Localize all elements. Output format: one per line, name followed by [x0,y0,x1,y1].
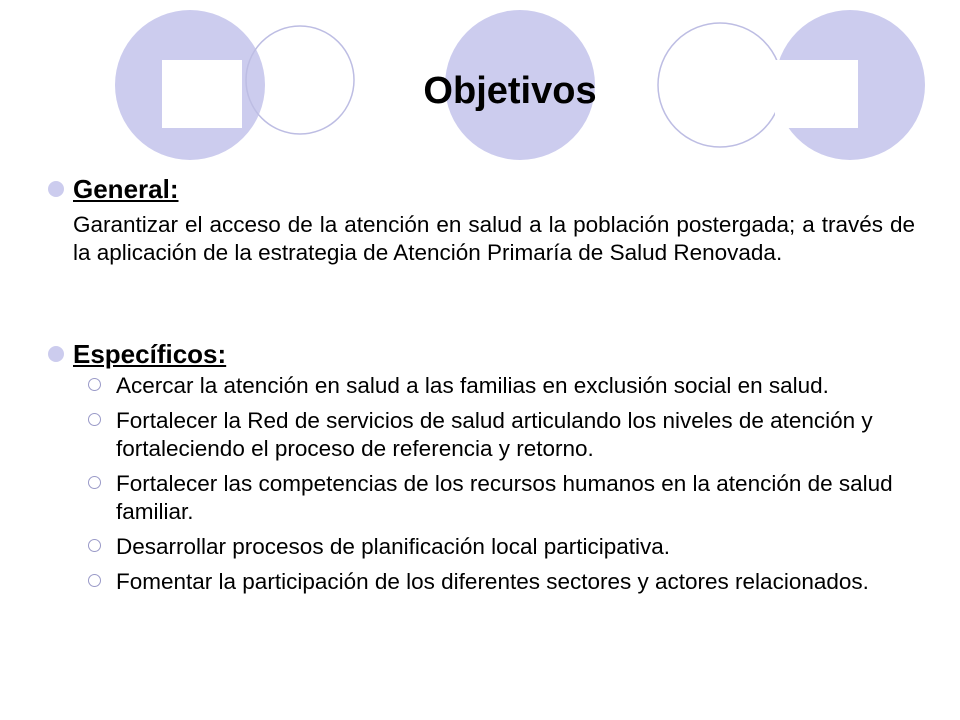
specific-objective-text: Acercar la atención en salud a las familias en exclusión social en salud. [116,373,829,398]
specific-objective-item [86,407,926,463]
general-objective-text: Garantizar el acceso de la atención en salud a la población postergada; a través de la aplicación de la estrategia de Atención Primaría de Salud Renovada. [73,212,915,265]
specific-objectives-list [86,372,926,603]
circle-bullet-icon [88,413,101,426]
circle-bullet-icon [88,539,101,552]
specific-objective-text: Fortalecer la Red de servicios de salud articulando los niveles de atención y fortaleciendo el proceso de referencia y retorno. [116,408,873,461]
slide-title: Objetivos [423,70,597,112]
general-heading: General: [73,174,179,204]
circle-bullet-icon [88,574,101,587]
specific-objective-item [86,533,926,561]
specific-objective-text: Fomentar la participación de los diferentes sectores y actores relacionados. [116,569,869,594]
specific-objective-item [86,372,926,400]
specific-objective-text: Fortalecer las competencias de los recursos humanos en la atención de salud familiar. [116,471,893,524]
specific-objective-text: Desarrollar procesos de planificación local participativa. [116,534,671,559]
bullet-especificos [48,346,64,362]
circle-bullet-icon [88,476,101,489]
specific-objective-item [86,568,926,596]
bullet-general [48,181,64,197]
circle-bullet-icon [88,378,101,391]
especificos-heading: Específicos: [73,339,227,369]
specific-objective-item [86,470,926,526]
